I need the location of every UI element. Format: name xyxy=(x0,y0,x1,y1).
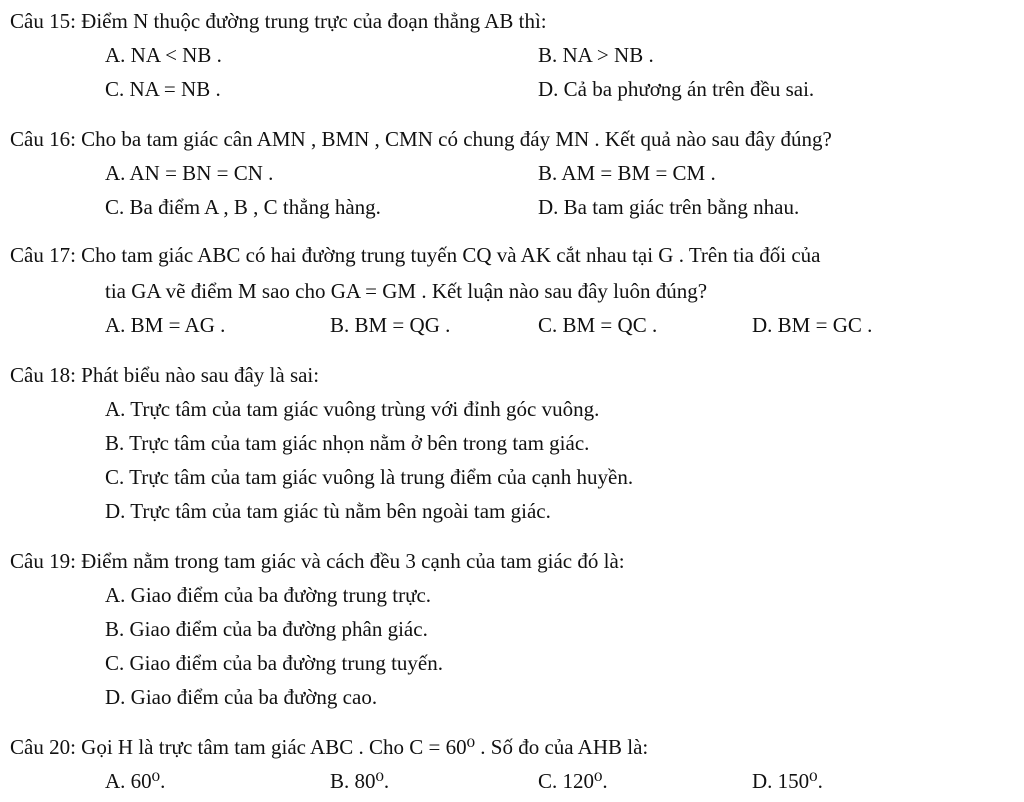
question-16-option-a: A. AN = BN = CN . xyxy=(105,161,274,185)
question-18-option-d: D. Trực tâm của tam giác tù nằm bên ngoài tam giác. xyxy=(105,499,551,523)
question-19-stem: Câu 19: Điểm nằm trong tam giác và cách đều 3 cạnh của tam giác đó là: xyxy=(10,549,625,573)
question-15-option-c: C. NA = NB . xyxy=(105,77,221,101)
question-15-option-a: A. NA < NB . xyxy=(105,43,222,67)
question-15-option-b: B. NA > NB . xyxy=(538,43,654,67)
question-17-option-d: D. BM = GC . xyxy=(752,313,873,337)
question-19-option-c: C. Giao điểm của ba đường trung tuyến. xyxy=(105,651,443,675)
question-17-stem-continued: tia GA vẽ điểm M sao cho GA = GM . Kết luận nào sau đây luôn đúng? xyxy=(105,279,708,303)
question-15-option-d: D. Cả ba phương án trên đều sai. xyxy=(538,77,815,101)
question-17-option-c: C. BM = QC . xyxy=(538,313,658,337)
question-16-option-c: C. Ba điểm A , B , C thẳng hàng. xyxy=(105,195,381,219)
question-17-stem: Câu 17: Cho tam giác ABC có hai đường trung tuyến CQ và AK cắt nhau tại G . Trên tia đối của xyxy=(10,243,821,267)
question-17-option-a: A. BM = AG . xyxy=(105,313,226,337)
question-16-stem: Câu 16: Cho ba tam giác cân AMN , BMN , CMN có chung đáy MN . Kết quả nào sau đây đúng? xyxy=(10,127,832,151)
question-20-option-a: A. 60⁰. xyxy=(105,769,166,793)
question-20-option-b: B. 80⁰. xyxy=(330,769,390,793)
question-19-option-d: D. Giao điểm của ba đường cao. xyxy=(105,685,378,709)
question-16-option-d: D. Ba tam giác trên bằng nhau. xyxy=(538,195,800,219)
question-16-option-b: B. AM = BM = CM . xyxy=(538,161,716,185)
question-19-option-b: B. Giao điểm của ba đường phân giác. xyxy=(105,617,428,641)
question-20-option-d: D. 150⁰. xyxy=(752,769,823,793)
question-18-option-a: A. Trực tâm của tam giác vuông trùng với đỉnh góc vuông. xyxy=(105,397,600,421)
question-18-option-b: B. Trực tâm của tam giác nhọn nằm ở bên trong tam giác. xyxy=(105,431,590,455)
question-18-stem: Câu 18: Phát biểu nào sau đây là sai: xyxy=(10,363,320,387)
question-18-option-c: C. Trực tâm của tam giác vuông là trung điểm của cạnh huyền. xyxy=(105,465,634,489)
question-19-option-a: A. Giao điểm của ba đường trung trực. xyxy=(105,583,432,607)
question-15-stem: Câu 15: Điểm N thuộc đường trung trực của đoạn thẳng AB thì: xyxy=(10,9,547,33)
question-20-option-c: C. 120⁰. xyxy=(538,769,608,793)
question-17-option-b: B. BM = QG . xyxy=(330,313,451,337)
question-20-stem: Câu 20: Gọi H là trực tâm tam giác ABC . Cho C = 60⁰ . Số đo của AHB là: xyxy=(10,735,649,759)
